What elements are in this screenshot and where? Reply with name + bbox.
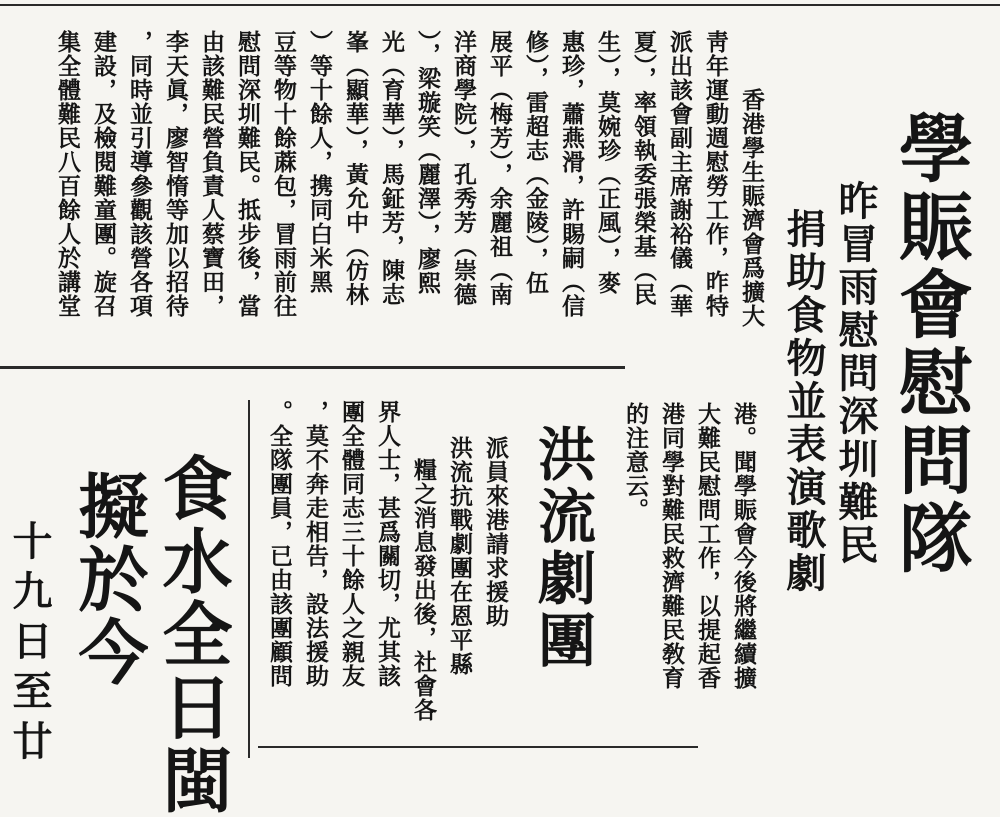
subheadline-line: 捐助食物並表演歌劇 xyxy=(780,208,827,595)
text-column: 十九日至廿 xyxy=(6,520,53,770)
text-column: 派出該會副主席謝裕儀（華 xyxy=(666,30,693,318)
text-column: 修），雷超志（金陵），伍 xyxy=(522,30,549,295)
text-column: 光（育華），馬鉦芳，陳志 xyxy=(378,30,405,307)
text-column: 由該難民營負責人蔡寶田， xyxy=(198,30,225,318)
text-column: 夏），率領執委張榮基（民 xyxy=(630,30,657,307)
text-column: 建設，及檢閱難童團。旋召 xyxy=(90,30,117,318)
text-column: 的注意云。 xyxy=(622,402,649,522)
text-column: 慰問深圳難民。抵步後，當 xyxy=(234,30,261,318)
text-column: 香港學生賑濟會爲擴大 xyxy=(738,88,765,328)
text-column: 靑年運動週慰勞工作，昨特 xyxy=(702,30,729,318)
text-column: 豆等物十餘蔴包，冒雨前往 xyxy=(270,30,297,318)
left-column-rule xyxy=(248,400,250,758)
text-column: 峯（顯華），黃允中（仿林 xyxy=(342,30,369,307)
text-column: 派員來港請求援助 xyxy=(482,436,509,628)
main-headline: 學賑會慰問隊 xyxy=(887,110,973,578)
text-column: ，同時並引導參觀該營各項 xyxy=(126,30,153,318)
text-column: 港。聞學賑會今後將繼續擴 xyxy=(730,402,757,690)
text-column: ，莫不奔走相告，設法援助 xyxy=(302,400,329,688)
headline-line: 食水全日閩 xyxy=(151,452,234,817)
text-column: 。全隊團員，已由該團顧問 xyxy=(266,400,293,688)
flood-article-headline: 洪流劇團 xyxy=(528,424,596,672)
top-rule xyxy=(0,4,1000,6)
text-column: 糧之消息發出後，社會各 xyxy=(410,458,437,722)
flood-box-bottom-rule xyxy=(258,746,698,748)
text-column: 展平（梅芳），余麗祖（南 xyxy=(486,30,513,307)
text-column: 港同學對難民救濟難民敎育 xyxy=(658,402,685,690)
text-column: 集全體難民八百餘人於講堂 xyxy=(54,30,81,318)
text-column: 界人士，甚爲關切，尤其該 xyxy=(374,400,401,688)
text-column: 大難民慰問工作，以提起香 xyxy=(694,402,721,690)
text-column: 李天眞，廖智惰等加以招待 xyxy=(162,30,189,318)
text-column: 洪流抗戰劇團在恩平縣 xyxy=(446,436,473,676)
text-column: 團全體同志三十餘人之親友 xyxy=(338,400,365,688)
headline-line: 擬於今 xyxy=(67,470,150,689)
text-column: ）等十餘人，携同白米黑 xyxy=(306,30,333,294)
text-column: 惠珍，蕭燕滑，許賜嗣（信 xyxy=(558,30,585,318)
text-column: 洋商學院），孔秀芳（崇德 xyxy=(450,30,477,307)
text-column: ），梁璇笑（麗澤），廖熙 xyxy=(414,30,441,295)
subheadline-line: 昨冒雨慰問深圳難民 xyxy=(832,180,879,567)
text-column: 生），莫婉珍（正風），麥 xyxy=(594,30,621,295)
mid-horizontal-rule xyxy=(0,366,625,369)
